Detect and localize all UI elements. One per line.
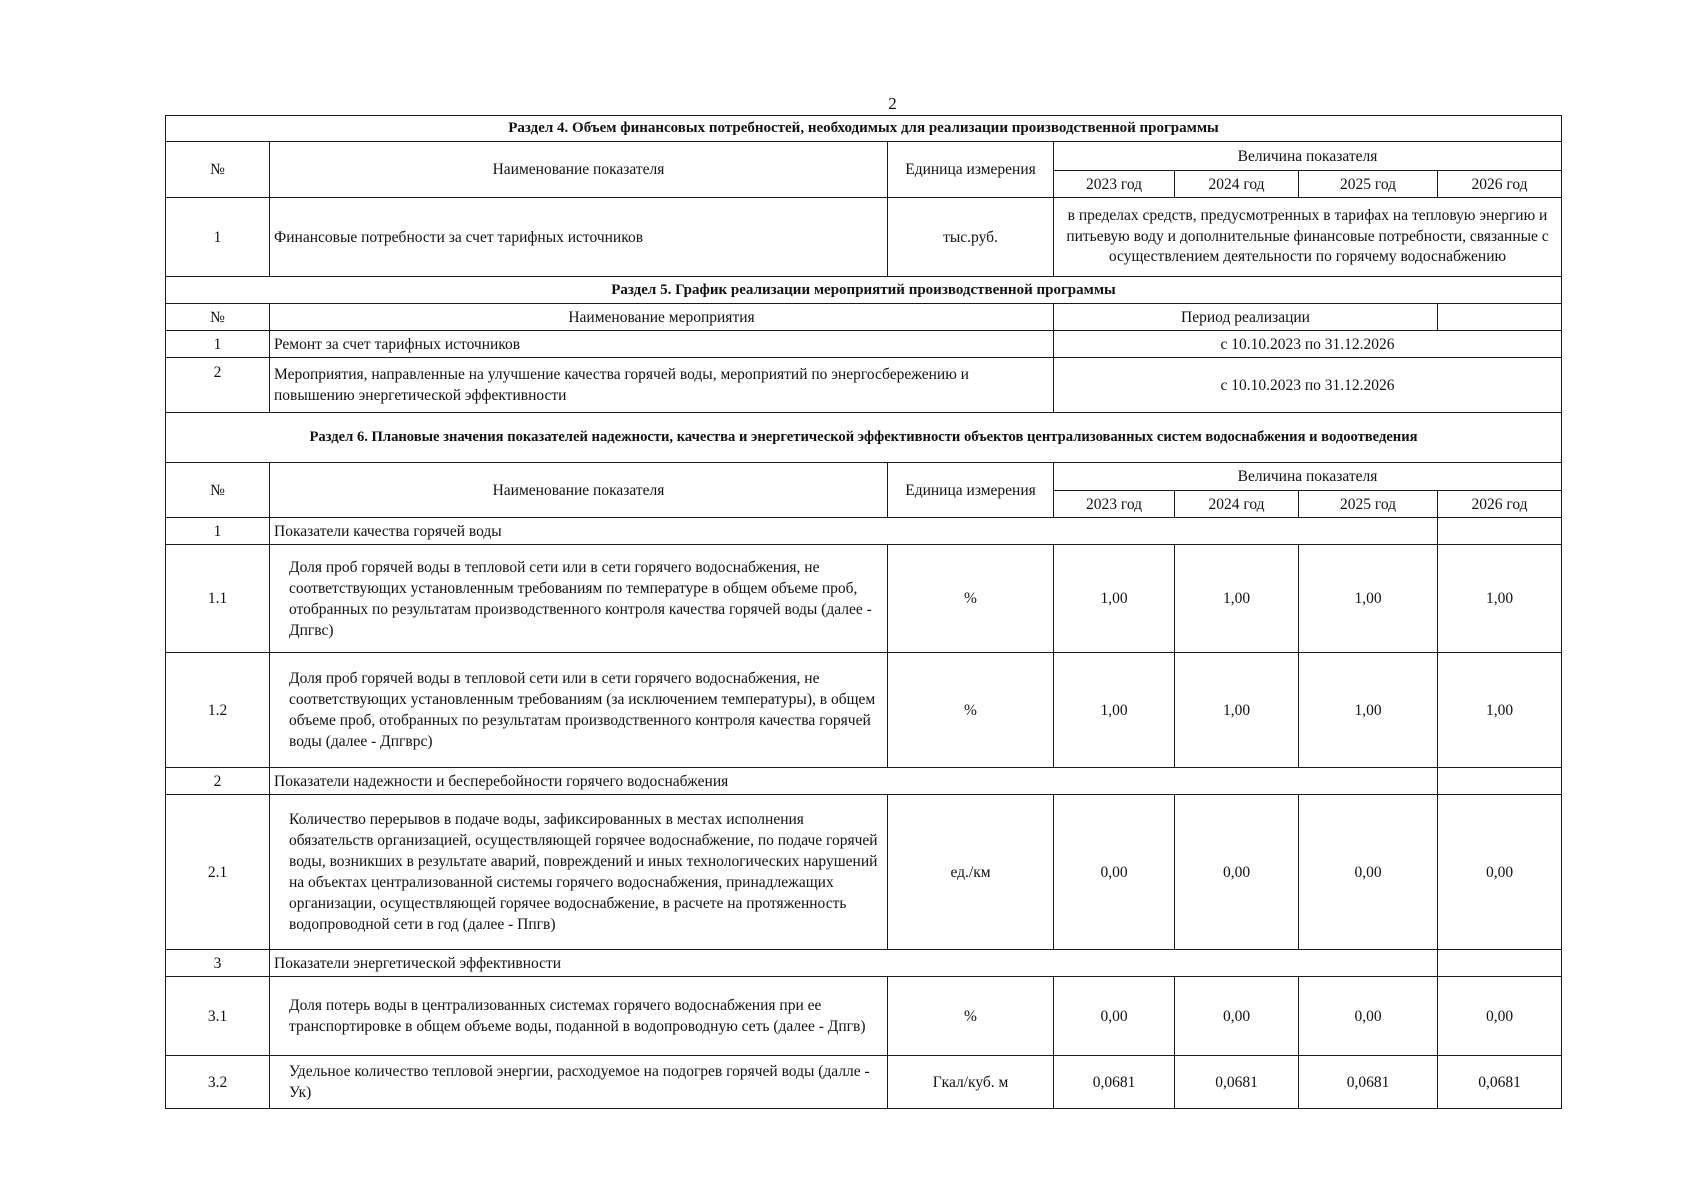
group-row	[166, 950, 1562, 977]
table-row	[166, 331, 1562, 358]
group-num: 2	[166, 768, 270, 795]
row-value-2023: 0,0681	[1054, 1056, 1175, 1109]
row-num: 1	[166, 198, 270, 277]
section5-title: Раздел 5. График реализации мероприятий производственной программы	[166, 277, 1562, 304]
row-value-2026: 0,0681	[1438, 1056, 1562, 1109]
group-empty	[1438, 768, 1562, 795]
group-row	[166, 518, 1562, 545]
group-row	[166, 768, 1562, 795]
row-name: Доля потерь воды в централизованных системах горячего водоснабжения при ее транспортировке в общем объеме воды, поданной в водопроводную сеть (далее - Дпгв)	[270, 977, 888, 1056]
row-name: Доля проб горячей воды в тепловой сети или в сети горячего водоснабжения, не соответствующих установленным требованиям (за исключением температуры), в общем объеме проб, отобранных по результатам производственного контроля качества горячей воды (далее - Дпгврс)	[270, 653, 888, 768]
row-value-2025: 1,00	[1299, 545, 1438, 653]
row-unit: тыс.руб.	[888, 198, 1054, 277]
group-empty	[1438, 518, 1562, 545]
row-value-2025: 0,00	[1299, 795, 1438, 950]
row-name: Ремонт за счет тарифных источников	[270, 331, 1054, 358]
group-empty	[1438, 950, 1562, 977]
row-value-2024: 1,00	[1175, 545, 1299, 653]
row-unit: ед./км	[888, 795, 1054, 950]
section5-header-name: Наименование мероприятия	[270, 304, 1054, 331]
section6-title-row	[166, 413, 1562, 463]
financing-note: в пределах средств, предусмотренных в тарифах на тепловую энергию и питьевую воду и дополнительные финансовые потребности, связанные с осуществлением деятельности по горячему водоснабжению	[1054, 198, 1562, 277]
row-num: 3.1	[166, 977, 270, 1056]
section4-header-unit: Единица измерения	[888, 142, 1054, 198]
group-name: Показатели качества горячей воды	[270, 518, 1438, 545]
section4-header-row	[166, 142, 1562, 171]
section6-header-value-group: Величина показателя	[1054, 463, 1562, 491]
table-row	[166, 795, 1562, 950]
section4-year-2024: 2024 год	[1175, 171, 1299, 198]
section4-year-2025: 2025 год	[1299, 171, 1438, 198]
row-value-2026: 1,00	[1438, 545, 1562, 653]
row-num: 1.1	[166, 545, 270, 653]
row-value-2024: 0,00	[1175, 977, 1299, 1056]
table-row	[166, 358, 1562, 413]
row-value-2024: 1,00	[1175, 653, 1299, 768]
section6-year-2026: 2026 год	[1438, 491, 1562, 518]
section6-title: Раздел 6. Плановые значения показателей надежности, качества и энергетической эффективности объектов централизованных систем водоснабжения и водоотведения	[166, 413, 1562, 463]
section5-header-period: Период реализации	[1054, 304, 1438, 331]
section6-year-2025: 2025 год	[1299, 491, 1438, 518]
row-value-2023: 0,00	[1054, 977, 1175, 1056]
row-value-2023: 0,00	[1054, 795, 1175, 950]
row-unit: %	[888, 977, 1054, 1056]
row-value-2025: 0,00	[1299, 977, 1438, 1056]
section4-header-name: Наименование показателя	[270, 142, 888, 198]
table-row	[166, 1056, 1562, 1109]
table-row	[166, 653, 1562, 768]
row-num: 1.2	[166, 653, 270, 768]
section4-title-row	[166, 116, 1562, 142]
row-num: 2.1	[166, 795, 270, 950]
row-value-2025: 0,0681	[1299, 1056, 1438, 1109]
group-name: Показатели надежности и бесперебойности горячего водоснабжения	[270, 768, 1438, 795]
group-num: 1	[166, 518, 270, 545]
section5-title-row	[166, 277, 1562, 304]
row-num: 3.2	[166, 1056, 270, 1109]
row-num: 2	[166, 358, 270, 413]
section4-title: Раздел 4. Объем финансовых потребностей, необходимых для реализации производственной программы	[166, 116, 1562, 142]
group-name: Показатели энергетической эффективности	[270, 950, 1438, 977]
row-value-2023: 1,00	[1054, 545, 1175, 653]
section4-header-num: №	[166, 142, 270, 198]
group-num: 3	[166, 950, 270, 977]
row-value-2025: 1,00	[1299, 653, 1438, 768]
row-num: 1	[166, 331, 270, 358]
section6-header-num: №	[166, 463, 270, 518]
row-name: Мероприятия, направленные на улучшение качества горячей воды, мероприятий по энергосбережению и повышению энергетической эффективности	[270, 358, 1054, 413]
row-value-2026: 0,00	[1438, 795, 1562, 950]
row-value-2026: 1,00	[1438, 653, 1562, 768]
row-name: Доля проб горячей воды в тепловой сети или в сети горячего водоснабжения, не соответствующих установленным требованиям по температуре в общем объеме проб, отобранных по результатам производственного контроля качества горячей воды (далее - Дпгвс)	[270, 545, 888, 653]
section5-header-num: №	[166, 304, 270, 331]
section4-header-value-group: Величина показателя	[1054, 142, 1562, 171]
section6-year-2024: 2024 год	[1175, 491, 1299, 518]
section5-header-row	[166, 304, 1562, 331]
section5-header-empty	[1438, 304, 1562, 331]
section6-header-name: Наименование показателя	[270, 463, 888, 518]
page-number: 2	[888, 94, 897, 113]
section6-year-2023: 2023 год	[1054, 491, 1175, 518]
row-name: Удельное количество тепловой энергии, расходуемое на подогрев горячей воды (далле - Ук)	[270, 1056, 888, 1109]
section6-header-row	[166, 463, 1562, 491]
section6-header-unit: Единица измерения	[888, 463, 1054, 518]
row-unit: Гкал/куб. м	[888, 1056, 1054, 1109]
row-value-2024: 0,0681	[1175, 1056, 1299, 1109]
section4-year-2026: 2026 год	[1438, 171, 1562, 198]
row-value-2024: 0,00	[1175, 795, 1299, 950]
table-row	[166, 545, 1562, 653]
section4-year-2023: 2023 год	[1054, 171, 1175, 198]
row-unit: %	[888, 653, 1054, 768]
row-value-2026: 0,00	[1438, 977, 1562, 1056]
row-name: Финансовые потребности за счет тарифных источников	[270, 198, 888, 277]
table-row	[166, 198, 1562, 277]
table-row	[166, 977, 1562, 1056]
row-period: с 10.10.2023 по 31.12.2026	[1054, 331, 1562, 358]
row-name: Количество перерывов в подаче воды, зафиксированных в местах исполнения обязательств организацией, осуществляющей горячее водоснабжение, по подаче горячей воды, возникших в результате аварий, повреждений и иных технологических нарушений на объектах централизованной системы горячего водоснабжения, принадлежащих организации, осуществляющей горячее водоснабжение, в расчете на протяженность водопроводной сети в год (далее - Ппгв)	[270, 795, 888, 950]
row-value-2023: 1,00	[1054, 653, 1175, 768]
row-period: с 10.10.2023 по 31.12.2026	[1054, 358, 1562, 413]
row-unit: %	[888, 545, 1054, 653]
program-table	[165, 115, 1562, 1109]
